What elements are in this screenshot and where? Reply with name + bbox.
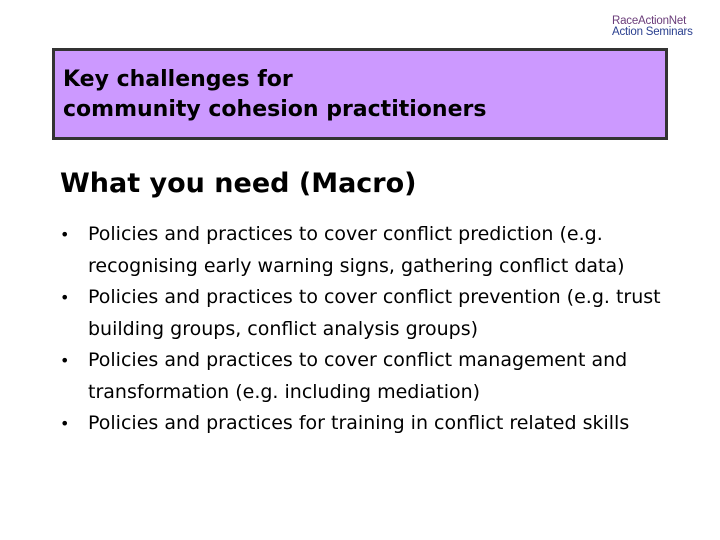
slide-title <box>63 65 486 125</box>
title-box <box>52 48 668 140</box>
bullet-dot-icon: • <box>60 351 70 370</box>
bullet-item <box>60 345 680 408</box>
subheading: What you need (Macro) <box>60 168 417 199</box>
bullet-item <box>60 282 680 345</box>
bullet-item <box>60 219 680 282</box>
bullet-dot-icon: • <box>60 414 70 433</box>
title-line-2: community cohesion practitioners <box>63 97 487 122</box>
bullet-dot-icon: • <box>60 225 70 244</box>
bullet-text: Policies and practices to cover conflict management and transformation (e.g. including mediation) <box>88 349 628 403</box>
bullet-text: Policies and practices to cover conflict prevention (e.g. trust building groups, conflict analysis groups) <box>88 286 661 340</box>
bullet-item <box>60 408 680 440</box>
logo-line1: RaceActionNet <box>612 15 687 27</box>
bullet-dot-icon: • <box>60 288 70 307</box>
bullet-text: Policies and practices to cover conflict prediction (e.g. recognising early warning signs, gathering conflict data) <box>88 223 625 277</box>
logo-line2: Action Seminars <box>612 26 693 38</box>
bullet-list <box>60 219 680 440</box>
logo <box>612 16 712 38</box>
title-line-1: Key challenges for <box>63 67 293 92</box>
bullet-text: Policies and practices for training in conflict related skills <box>88 412 630 434</box>
